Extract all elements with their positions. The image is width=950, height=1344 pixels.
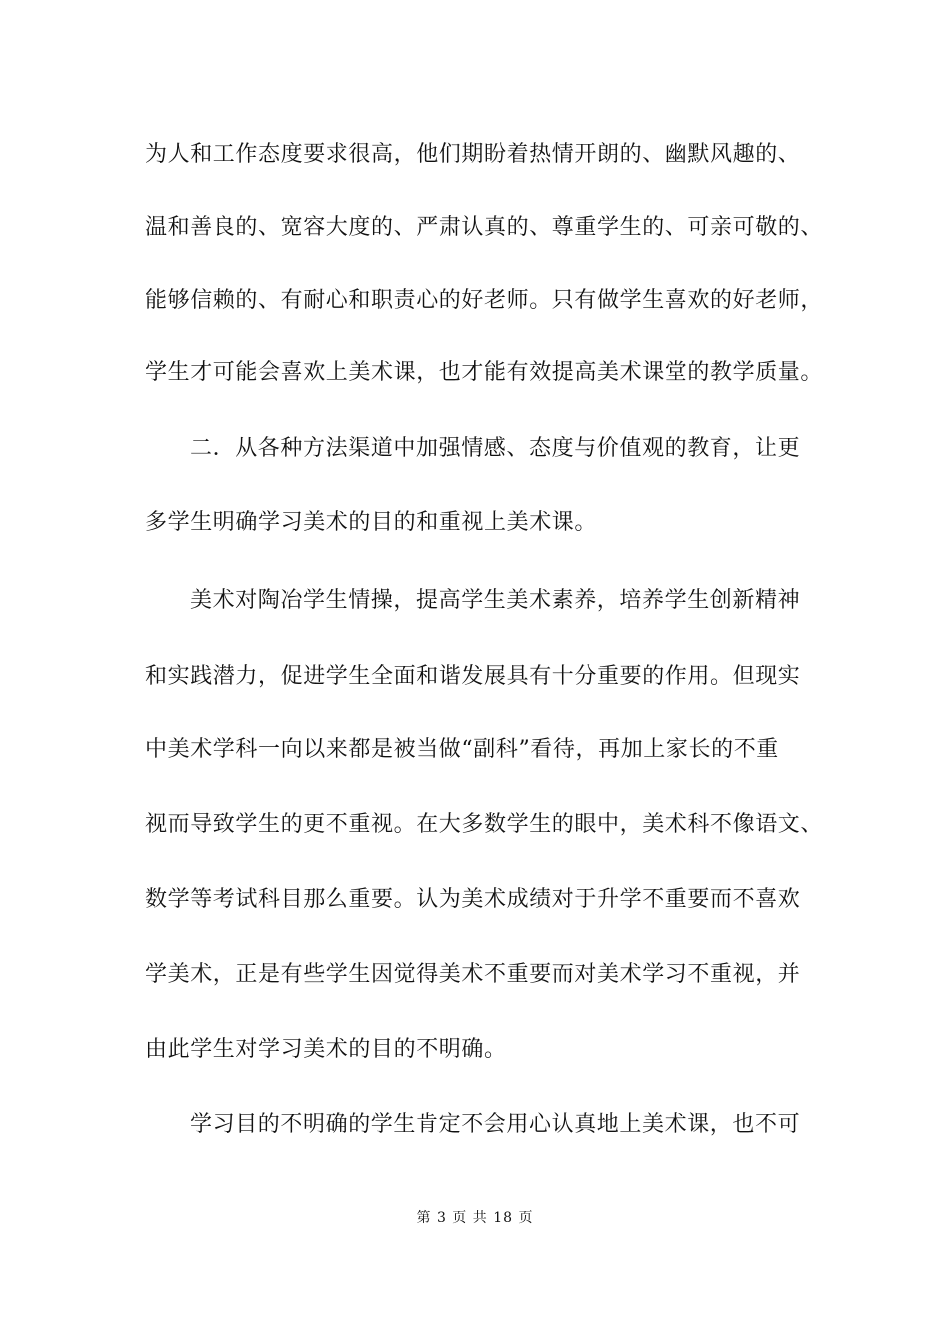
body-text-line: 为人和工作态度要求很高，他们期盼着热情开朗的、幽默风趣的、 bbox=[145, 142, 801, 167]
body-text-line: 能够信赖的、有耐心和职责心的好老师。只有做学生喜欢的好老师， bbox=[145, 288, 824, 313]
body-text-line: 温和善良的、宽容大度的、严肃认真的、尊重学生的、可亲可敬的、 bbox=[145, 215, 824, 240]
section-heading-line: 二．从各种方法渠道中加强情感、态度与价值观的教育，让更 bbox=[190, 436, 801, 461]
body-text-line: 由此学生对学习美术的目的不明确。 bbox=[145, 1037, 507, 1062]
body-text-line: 学美术，正是有些学生因觉得美术不重要而对美术学习不重视，并 bbox=[145, 962, 801, 987]
body-text-line: 中美术学科一向以来都是被当做“副科”看待，再加上家长的不重 bbox=[145, 737, 779, 762]
body-text-line: 美术对陶冶学生情操，提高学生美术素养，培养学生创新精神 bbox=[190, 588, 801, 613]
body-text-line: 学生才可能会喜欢上美术课，也才能有效提高美术课堂的教学质量。 bbox=[145, 360, 824, 385]
section-heading-line: 多学生明确学习美术的目的和重视上美术课。 bbox=[145, 510, 598, 535]
page-number-footer: 第 3 页 共 18 页 bbox=[416, 1210, 534, 1226]
body-text-line: 数学等考试科目那么重要。认为美术成绩对于升学不重要而不喜欢 bbox=[145, 887, 801, 912]
body-text-line: 学习目的不明确的学生肯定不会用心认真地上美术课，也不可 bbox=[190, 1112, 801, 1137]
body-text-line: 视而导致学生的更不重视。在大多数学生的眼中，美术科不像语文、 bbox=[145, 812, 824, 837]
body-text-line: 和实践潜力，促进学生全面和谐发展具有十分重要的作用。但现实 bbox=[145, 664, 801, 689]
